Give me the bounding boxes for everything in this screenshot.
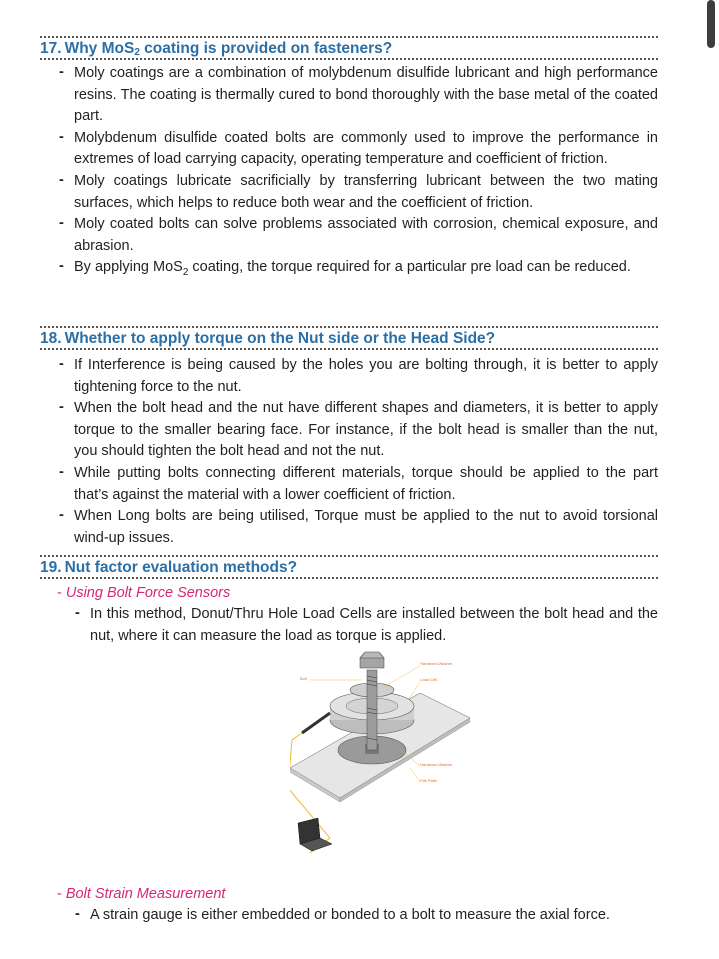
- list-item: [57, 257, 658, 283]
- section-18-list: [57, 355, 658, 549]
- section-17-heading: [40, 36, 658, 60]
- bolt-head-side: [360, 658, 384, 668]
- list-item: - In this method, Donut/Thru Hole Load Cells are installed between the bolt head and the nut, where it can measure the load as torque is applied.: [73, 604, 658, 647]
- list-item-subscript: 2: [182, 267, 189, 279]
- figure-label-hardened-washer-top: Hardened Washer: [420, 661, 453, 666]
- section-17-number: 17.: [40, 40, 62, 57]
- method-2-list: [73, 905, 658, 927]
- method-bolt-force-sensors-heading: - Using Bolt Force Sensors: [57, 583, 230, 603]
- list-item: - If Interference is being caused by the holes you are bolting through, it is better to apply tightening force to the nut.: [57, 355, 658, 398]
- figure-label-load-cell: Load Cell: [420, 677, 437, 682]
- cable-connector: [302, 713, 330, 733]
- figure-label-bolt: Bolt: [300, 676, 307, 681]
- section-17-title-part: Why MoS: [64, 40, 135, 57]
- scrollbar-thumb[interactable]: [707, 0, 715, 48]
- list-item: - Molybdenum disulfide coated bolts are commonly used to improve the performance in extremes of load carrying capacity, operating temperature and coefficient of friction.: [57, 128, 658, 171]
- list-item: - Moly coated bolts can solve problems associated with corrosion, chemical exposure, and abrasion.: [57, 214, 658, 257]
- figure-label-flat-plate: Flat Plate: [420, 778, 437, 783]
- list-item-text: coating, the torque required for a particular pre load can be reduced.: [188, 259, 631, 276]
- section-17-title-part: coating is provided on fasteners?: [139, 40, 393, 57]
- list-item: - A strain gauge is either embedded or bonded to a bolt to measure the axial force.: [73, 905, 658, 927]
- list-item: - Moly coatings lubricate sacrificially by transferring lubricant between the two mating surfaces, which helps to reduce both wear and the coefficient of friction.: [57, 171, 658, 214]
- list-item-text: By applying MoS: [74, 259, 183, 276]
- method-bolt-strain-measurement-heading: - Bolt Strain Measurement: [57, 884, 225, 904]
- figure-label-hardened-washer-bottom: Hardened Washer: [420, 762, 453, 767]
- load-cell-setup-illustration: [290, 648, 470, 868]
- section-19-number: 19.: [40, 559, 62, 576]
- list-item: - When the bolt head and the nut have different shapes and diameters, it is better to apply torque to the smaller bearing face. For instance, if the bolt head is smaller than the nut, you should tighten the bolt head and not the nut.: [57, 398, 658, 463]
- section-17-list: [57, 63, 658, 284]
- section-18-heading: [40, 326, 658, 350]
- method-1-list: [73, 604, 658, 647]
- section-18-number: 18.: [40, 330, 62, 347]
- section-19-heading: [40, 555, 658, 579]
- list-item: - While putting bolts connecting different materials, torque should be applied to the part that’s against the material with a lower coefficient of friction.: [57, 463, 658, 506]
- section-18-title: Whether to apply torque on the Nut side or the Head Side?: [64, 330, 496, 347]
- section-19-title: Nut factor evaluation methods?: [64, 559, 298, 576]
- section-17-title-subscript: 2: [134, 47, 140, 58]
- list-item: - When Long bolts are being utilised, Torque must be applied to the nut to avoid torsional wind-up issues.: [57, 506, 658, 549]
- bolt-shank: [367, 670, 377, 750]
- list-item: - Moly coatings are a combination of molybdenum disulfide lubricant and high performance resins. The coating is thermally cured to bond thoroughly with the base metal of the coated part.: [57, 63, 658, 128]
